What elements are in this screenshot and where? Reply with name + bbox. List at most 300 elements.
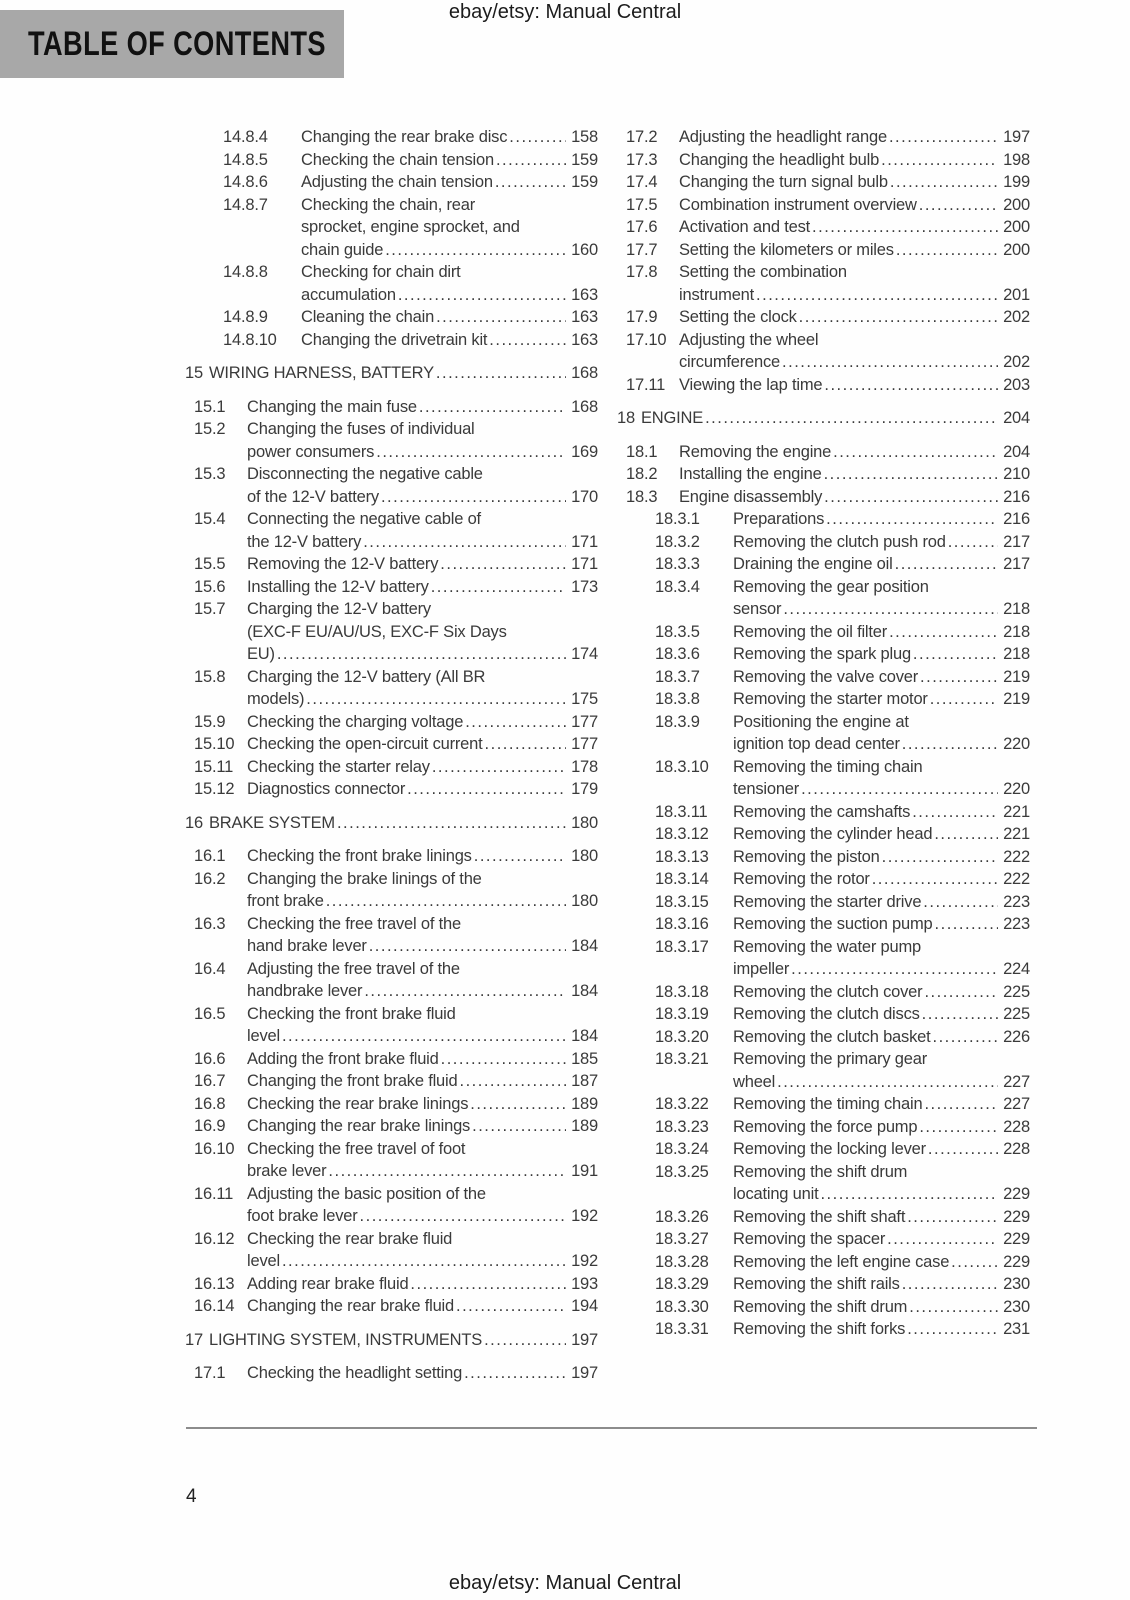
toc-entry xyxy=(617,891,1030,914)
toc-entry-title xyxy=(247,396,598,419)
toc-title-lastline xyxy=(733,891,1030,914)
toc-entry xyxy=(185,261,598,306)
toc-entry-number: 18.1 xyxy=(626,442,658,461)
toc-entry xyxy=(185,913,598,958)
toc-entry-page: 171 xyxy=(571,532,598,551)
toc-entry-page: 230 xyxy=(1003,1275,1030,1293)
toc-title-text: wheel xyxy=(733,1072,776,1091)
dot-leader xyxy=(812,216,998,239)
toc-entry-page: 227 xyxy=(1003,1095,1030,1113)
toc-column-right xyxy=(617,126,1030,1385)
dot-leader xyxy=(306,688,566,711)
toc-entry-title xyxy=(301,171,598,194)
toc-title-text: Adjusting the headlight range xyxy=(679,128,887,146)
dot-leader xyxy=(282,1025,566,1048)
toc-entry-page: 221 xyxy=(1003,825,1030,843)
toc-entry xyxy=(185,778,598,801)
toc-title-lastline xyxy=(247,1250,598,1273)
toc-title-lastline xyxy=(247,711,598,734)
toc-title-line: Removing the primary gear xyxy=(733,1050,927,1068)
toc-entry-page: 198 xyxy=(1003,150,1030,169)
toc-entry-number: 18.3.21 xyxy=(655,1050,709,1068)
toc-entry-title xyxy=(247,1048,598,1071)
toc-entry xyxy=(617,463,1030,486)
toc-title-line: Adjusting the basic position of the xyxy=(247,1184,486,1203)
toc-title-lastline xyxy=(733,868,1030,891)
toc-entry-number: 18.3.6 xyxy=(655,645,700,663)
toc-entry-page: 192 xyxy=(571,1207,598,1225)
toc-entry-page: 229 xyxy=(1003,1207,1030,1226)
toc-title-lastline xyxy=(247,1070,598,1093)
toc-entry-number: 18.3.15 xyxy=(655,892,709,911)
toc-entry xyxy=(185,666,598,711)
toc-title-lastline xyxy=(733,1206,1030,1229)
dot-leader xyxy=(919,194,998,217)
toc-entry-number: 18.3.18 xyxy=(655,982,709,1001)
toc-title-lastline xyxy=(733,733,1030,756)
toc-entry-number: 16 xyxy=(185,813,203,832)
toc-entry-page: 197 xyxy=(571,1364,598,1382)
toc-title-lastline xyxy=(733,1116,1030,1139)
toc-entry-page: 189 xyxy=(571,1094,598,1113)
toc-entry-page: 204 xyxy=(1003,442,1030,461)
toc-title-line: Connecting the negative cable of xyxy=(247,510,481,528)
toc-title-lastline xyxy=(247,1115,598,1138)
toc-entry-title xyxy=(301,329,598,352)
toc-title-lastline xyxy=(733,1003,1030,1026)
toc-entry-page: 202 xyxy=(1003,353,1030,371)
toc-title-text: Removing the spacer xyxy=(733,1230,886,1248)
toc-title-lastline xyxy=(247,643,598,666)
toc-entry-title xyxy=(301,149,598,172)
toc-entry-title xyxy=(247,1070,598,1093)
toc-entry-title xyxy=(679,216,1030,239)
toc-entry-title xyxy=(679,261,1030,306)
toc-entry xyxy=(185,576,598,599)
toc-entry-page: 219 xyxy=(1003,667,1030,686)
toc-title-lastline xyxy=(247,890,598,913)
toc-title-text: Checking the charging voltage xyxy=(247,712,464,731)
toc-entry-page: 189 xyxy=(571,1117,598,1135)
toc-title-lastline xyxy=(733,801,1030,824)
toc-title-text: Changing the front brake fluid xyxy=(247,1072,458,1090)
toc-entry-number: 16.1 xyxy=(194,847,226,865)
toc-title-text: Removing the clutch cover xyxy=(733,982,923,1001)
dot-leader xyxy=(824,486,998,509)
toc-title-line: Removing the water pump xyxy=(733,937,921,956)
toc-title-text: Checking the chain tension xyxy=(301,150,494,169)
dot-leader xyxy=(882,846,998,869)
dot-leader xyxy=(907,1318,998,1341)
toc-title-lastline xyxy=(679,239,1030,262)
dot-leader xyxy=(872,868,998,891)
toc-entry-number: 18.3.8 xyxy=(655,690,700,708)
toc-entry-title xyxy=(247,868,598,913)
toc-entry-title xyxy=(209,1329,598,1352)
toc-entry xyxy=(185,126,598,149)
toc-entry-number: 18.3.7 xyxy=(655,667,700,686)
toc-entry xyxy=(617,981,1030,1004)
toc-entry-page: 228 xyxy=(1003,1117,1030,1136)
dot-leader xyxy=(472,1115,566,1138)
toc-title-lastline xyxy=(733,508,1030,531)
toc-entry-page: 225 xyxy=(1003,982,1030,1001)
dot-leader xyxy=(337,812,566,835)
toc-entry-page: 216 xyxy=(1003,510,1030,528)
toc-title-text: LIGHTING SYSTEM, INSTRUMENTS xyxy=(209,1330,483,1349)
toc-title-text: Removing the timing chain xyxy=(733,1095,923,1113)
toc-title-text: Engine disassembly xyxy=(679,487,823,506)
dot-leader xyxy=(889,621,998,644)
toc-title-text: Checking the front brake linings xyxy=(247,847,472,865)
toc-entry xyxy=(185,149,598,172)
toc-entry xyxy=(185,1183,598,1228)
toc-entry-number: 14.8.4 xyxy=(223,128,268,146)
toc-entry xyxy=(617,407,1030,430)
toc-entry xyxy=(185,598,598,666)
toc-entry-title xyxy=(733,1138,1030,1161)
toc-entry xyxy=(617,194,1030,217)
toc-entry-number: 15 xyxy=(185,364,203,382)
toc-entry-title xyxy=(733,666,1030,689)
toc-title-lastline xyxy=(301,126,598,149)
toc-entry-title xyxy=(679,306,1030,329)
dot-leader xyxy=(913,643,998,666)
toc-title-text: locating unit xyxy=(733,1185,819,1203)
toc-title-line: Changing the fuses of individual xyxy=(247,420,475,438)
toc-entry xyxy=(617,508,1030,531)
toc-title-text: instrument xyxy=(679,285,755,304)
toc-title-lastline xyxy=(301,239,598,262)
toc-entry-page: 178 xyxy=(571,757,598,776)
toc-entry-page: 225 xyxy=(1003,1005,1030,1023)
dot-leader xyxy=(495,171,566,194)
toc-entry-title xyxy=(733,1251,1030,1274)
toc-entry-page: 216 xyxy=(1003,487,1030,506)
toc-title-text: hand brake lever xyxy=(247,937,367,955)
toc-entry-number: 18.3.9 xyxy=(655,712,700,731)
toc-title-lastline xyxy=(247,935,598,958)
dot-leader xyxy=(933,1026,999,1049)
toc-entry xyxy=(617,576,1030,621)
toc-title-lastline xyxy=(679,374,1030,397)
toc-title-line: Adjusting the wheel xyxy=(679,330,819,349)
toc-title-text: Changing the rear brake linings xyxy=(247,1117,471,1135)
dot-leader xyxy=(951,1251,998,1274)
toc-title-text: Removing the clutch discs xyxy=(733,1005,920,1023)
toc-title-text: Changing the turn signal bulb xyxy=(679,173,888,191)
toc-entry-number: 18.3.16 xyxy=(655,915,709,933)
toc-entry-title xyxy=(733,1116,1030,1139)
toc-title-lastline xyxy=(301,284,598,307)
dot-leader xyxy=(919,1116,998,1139)
toc-title-text: Changing the rear brake disc xyxy=(301,128,508,146)
toc-banner xyxy=(0,10,344,78)
toc-entry xyxy=(617,823,1030,846)
dot-leader xyxy=(459,1070,566,1093)
toc-title-line: Charging the 12-V battery xyxy=(247,600,431,618)
toc-title-line: Removing the gear position xyxy=(733,577,929,596)
toc-title-text: Setting the kilometers or miles xyxy=(679,240,894,259)
toc-entry-page: 220 xyxy=(1003,780,1030,798)
dot-leader xyxy=(398,284,566,307)
toc-title-lastline xyxy=(679,171,1030,194)
page-footer xyxy=(0,1572,1130,1595)
toc-title-text: level xyxy=(247,1027,280,1045)
dot-leader xyxy=(328,1160,566,1183)
toc-title-text: Removing the 12-V battery xyxy=(247,555,439,573)
toc-entry-title xyxy=(679,463,1030,486)
toc-entry xyxy=(185,171,598,194)
footer-title: ebay/etsy: Manual Central xyxy=(448,1572,682,1594)
toc-entry xyxy=(185,1070,598,1093)
toc-entry xyxy=(617,621,1030,644)
toc-title-text: Removing the piston xyxy=(733,847,880,866)
toc-entry-title xyxy=(733,1093,1030,1116)
toc-column-left xyxy=(185,126,598,1385)
toc-entry xyxy=(617,1273,1030,1296)
toc-entry xyxy=(185,1115,598,1138)
toc-title-lastline xyxy=(733,823,1030,846)
toc-entry-title xyxy=(247,913,598,958)
toc-title-text: Adjusting the chain tension xyxy=(301,173,493,191)
toc-title-line: sprocket, engine sprocket, and xyxy=(301,218,520,236)
toc-entry-title xyxy=(733,913,1030,936)
toc-entry xyxy=(185,463,598,508)
toc-entry-page: 199 xyxy=(1003,173,1030,191)
dot-leader xyxy=(928,1138,998,1161)
toc-entry-page: 223 xyxy=(1003,892,1030,911)
toc-title-line: Setting the combination xyxy=(679,263,847,281)
toc-title-text: Removing the clutch basket xyxy=(733,1027,931,1046)
dot-leader xyxy=(922,1003,998,1026)
toc-title-text: EU) xyxy=(247,645,275,663)
toc-entry-title xyxy=(209,812,598,835)
toc-entry-title xyxy=(733,576,1030,621)
toc-entry-title xyxy=(247,1228,598,1273)
toc-entry xyxy=(185,1138,598,1183)
toc-title-line: Checking the free travel of the xyxy=(247,914,461,933)
toc-entry-page: 203 xyxy=(1003,375,1030,394)
toc-entry-number: 18.3.28 xyxy=(655,1252,709,1271)
toc-entry xyxy=(617,306,1030,329)
toc-title-text: WIRING HARNESS, BATTERY xyxy=(209,364,434,382)
toc-entry xyxy=(617,441,1030,464)
toc-title-line: Adjusting the free travel of the xyxy=(247,959,460,978)
toc-title-lastline xyxy=(247,756,598,779)
toc-entry-page: 200 xyxy=(1003,218,1030,236)
toc-entry-page: 191 xyxy=(571,1162,598,1180)
toc-entry-number: 18.3.17 xyxy=(655,937,709,956)
toc-entry-page: 180 xyxy=(571,847,598,865)
toc-entry-page: 227 xyxy=(1003,1072,1030,1091)
dot-leader xyxy=(381,486,566,509)
toc-entry-page: 229 xyxy=(1003,1252,1030,1271)
toc-entry-title xyxy=(247,508,598,553)
toc-entry-number: 16.3 xyxy=(194,914,226,933)
dot-leader xyxy=(902,733,998,756)
dot-leader xyxy=(783,598,998,621)
toc-title-lastline xyxy=(679,463,1030,486)
toc-title-lastline xyxy=(679,284,1030,307)
dot-leader xyxy=(705,407,998,430)
toc-entry-title xyxy=(247,1362,598,1385)
dot-leader xyxy=(833,441,998,464)
toc-entry-title xyxy=(733,688,1030,711)
toc-entry-page: 218 xyxy=(1003,645,1030,663)
toc-entry-number: 18.3.3 xyxy=(655,555,700,573)
toc-entry xyxy=(617,486,1030,509)
toc-entry-title xyxy=(301,306,598,329)
toc-entry-page: 174 xyxy=(571,645,598,663)
toc-entry-title xyxy=(247,733,598,756)
toc-entry xyxy=(617,1206,1030,1229)
toc-title-lastline xyxy=(733,1296,1030,1319)
toc-entry-number: 17.4 xyxy=(626,173,658,191)
toc-entry-title xyxy=(679,126,1030,149)
toc-entry-number: 15.3 xyxy=(194,465,226,483)
toc-title-lastline xyxy=(247,980,598,1003)
toc-entry-number: 17.5 xyxy=(626,195,658,214)
toc-title-lastline xyxy=(247,778,598,801)
toc-title-line: Changing the brake linings of the xyxy=(247,869,482,888)
toc-entry xyxy=(185,1273,598,1296)
toc-entry-title xyxy=(733,508,1030,531)
dot-leader xyxy=(826,508,998,531)
toc-title-lastline xyxy=(209,1329,598,1352)
toc-entry-title xyxy=(733,1318,1030,1341)
toc-title-text: Preparations xyxy=(733,510,825,528)
toc-entry xyxy=(185,1228,598,1273)
toc-entry-page: 204 xyxy=(1003,409,1030,427)
toc-entry-page: 193 xyxy=(571,1274,598,1293)
toc-entry-number: 15.4 xyxy=(194,510,226,528)
toc-entry-title xyxy=(679,171,1030,194)
toc-entry xyxy=(185,1295,598,1318)
toc-title-lastline xyxy=(679,441,1030,464)
toc-title-lastline xyxy=(733,778,1030,801)
toc-title-lastline xyxy=(247,553,598,576)
toc-title-text: Removing the force pump xyxy=(733,1117,918,1136)
toc-entry-page: 184 xyxy=(571,937,598,955)
toc-entry xyxy=(185,756,598,779)
toc-title-text: foot brake lever xyxy=(247,1207,358,1225)
toc-title-lastline xyxy=(247,576,598,599)
toc-entry-number: 16.8 xyxy=(194,1094,226,1113)
toc-entry-page: 228 xyxy=(1003,1140,1030,1158)
toc-entry-title xyxy=(733,553,1030,576)
toc-entry-number: 16.9 xyxy=(194,1117,226,1135)
dot-leader xyxy=(431,576,566,599)
toc-title-text: ignition top dead center xyxy=(733,735,900,753)
dot-leader xyxy=(419,396,566,419)
toc-title-lastline xyxy=(641,407,1030,430)
toc-title-lastline xyxy=(733,1138,1030,1161)
toc-entry-title xyxy=(733,711,1030,756)
dot-leader xyxy=(824,374,998,397)
toc-entry-number: 16.12 xyxy=(194,1229,235,1248)
toc-entry-page: 177 xyxy=(571,735,598,753)
toc-entry-number: 18.3.23 xyxy=(655,1117,709,1136)
toc-entry-page: 219 xyxy=(1003,690,1030,708)
toc-entry-number: 15.8 xyxy=(194,667,226,686)
toc-entry xyxy=(185,553,598,576)
toc-entry-title xyxy=(733,1026,1030,1049)
toc-entry-title xyxy=(733,846,1030,869)
toc-title-text: Removing the oil filter xyxy=(733,622,888,641)
dot-leader xyxy=(496,149,566,172)
toc-title-text: Checking the rear brake linings xyxy=(247,1094,469,1113)
toc-entry-title xyxy=(209,362,598,385)
toc-title-text: tensioner xyxy=(733,780,800,798)
toc-entry-title xyxy=(733,1273,1030,1296)
toc-entry xyxy=(617,868,1030,891)
toc-entry xyxy=(617,1003,1030,1026)
toc-entry-title xyxy=(247,845,598,868)
toc-entry xyxy=(617,666,1030,689)
toc-entry xyxy=(185,1093,598,1116)
toc-title-line: Checking the free travel of foot xyxy=(247,1139,466,1158)
toc-title-text: front brake xyxy=(247,892,324,910)
toc-title-text: Changing the drivetrain kit xyxy=(301,330,488,349)
toc-entry-title xyxy=(247,553,598,576)
toc-entry-number: 18.3.25 xyxy=(655,1162,709,1181)
toc-title-text: Removing the camshafts xyxy=(733,802,911,821)
toc-title-text: Removing the starter motor xyxy=(733,690,928,708)
toc-title-text: the 12-V battery xyxy=(247,532,362,551)
toc-entry-number: 18 xyxy=(617,409,635,427)
dot-leader xyxy=(456,1295,566,1318)
dot-leader xyxy=(923,891,998,914)
toc-entry-title xyxy=(679,329,1030,374)
toc-title-lastline xyxy=(733,981,1030,1004)
toc-entry-number: 18.3.26 xyxy=(655,1207,709,1226)
toc-entry-number: 17.1 xyxy=(194,1364,226,1382)
toc-entry xyxy=(617,1026,1030,1049)
toc-entry xyxy=(185,194,598,262)
toc-entry-page: 170 xyxy=(571,487,598,506)
toc xyxy=(185,126,1030,1385)
dot-leader xyxy=(484,1329,566,1352)
toc-title-lastline xyxy=(301,329,598,352)
toc-title-lastline xyxy=(733,553,1030,576)
toc-title-line: Checking for chain dirt xyxy=(301,263,461,281)
toc-entry-title xyxy=(733,1296,1030,1319)
toc-entry xyxy=(617,711,1030,756)
toc-title-lastline xyxy=(247,1295,598,1318)
toc-title-lastline xyxy=(679,306,1030,329)
dot-leader xyxy=(369,935,566,958)
toc-title-text: Changing the headlight bulb xyxy=(679,150,880,169)
toc-title-text: Cleaning the chain xyxy=(301,308,435,326)
toc-entry-number: 18.3.11 xyxy=(655,802,708,821)
dot-leader xyxy=(924,1093,998,1116)
toc-entry-page: 218 xyxy=(1003,600,1030,618)
toc-entry-title xyxy=(733,1161,1030,1206)
dot-leader xyxy=(410,1273,566,1296)
toc-entry-number: 16.14 xyxy=(194,1297,235,1315)
dot-leader xyxy=(820,1183,998,1206)
dot-leader xyxy=(376,441,566,464)
toc-entry-number: 15.11 xyxy=(194,757,234,776)
toc-entry-page: 168 xyxy=(571,397,598,416)
toc-entry-page: 202 xyxy=(1003,308,1030,326)
toc-entry-page: 221 xyxy=(1003,802,1030,821)
toc-entry-number: 17.2 xyxy=(626,128,658,146)
toc-entry-page: 160 xyxy=(571,240,598,259)
toc-entry-title xyxy=(733,621,1030,644)
toc-entry-number: 14.8.10 xyxy=(223,330,277,349)
